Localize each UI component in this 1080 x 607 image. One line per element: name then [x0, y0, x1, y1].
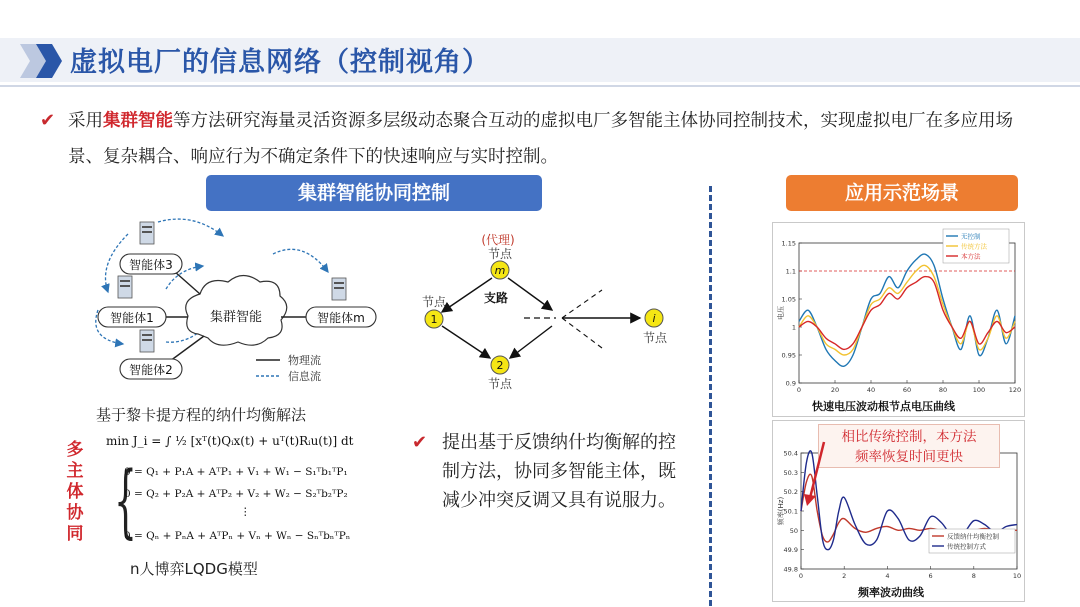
y-axis-label: 频率(Hz): [777, 496, 785, 526]
section-tag-demo-scenarios: 应用示范场景: [786, 175, 1018, 211]
plot-area: [799, 243, 1015, 383]
agent-2: [120, 359, 182, 379]
x-tick-label: 10: [1012, 572, 1022, 580]
brace-symbol: {: [114, 454, 137, 547]
server-icon: [332, 278, 346, 300]
agent-m: [306, 307, 376, 327]
node-i-label: 节点: [642, 331, 668, 345]
intro-text: [40, 103, 1030, 175]
svg-text:i: i: [652, 312, 656, 325]
riccati-caption: 基于黎卡提方程的纳什均衡解法: [96, 406, 307, 424]
y-tick-label: 1.1: [785, 267, 796, 276]
riccati-ellipsis: ⋮: [240, 506, 251, 518]
callout-line-1: 相比传统控制，本方法: [841, 429, 977, 445]
title-divider: [0, 85, 1080, 87]
y-tick-label: 1.05: [781, 295, 796, 304]
y-tick-label: 50.4: [783, 449, 798, 458]
server-icon: [140, 330, 154, 352]
svg-text:智能体m: 智能体m: [317, 311, 365, 325]
legend-label: 传统方法: [961, 242, 987, 251]
svg-text:信息流: 信息流: [288, 370, 321, 383]
x-tick-label: 80: [938, 386, 948, 394]
y-tick-label: 0.9: [785, 379, 796, 388]
server-icon: [140, 222, 154, 244]
svg-text:智能体1: 智能体1: [110, 311, 154, 325]
svg-text:1: 1: [430, 313, 438, 326]
branch-label: 支路: [484, 291, 509, 305]
voltage-chart-frame: [772, 222, 1025, 417]
x-tick-label: 20: [830, 386, 840, 394]
intro-bullet: [40, 103, 1030, 175]
y-tick-label: 49.9: [783, 546, 798, 555]
cloud-label: 集群智能: [209, 310, 263, 325]
riccati-eq-n: 0 = Qₙ + PₙA + AᵀPₙ + Vₙ + Wₙ − SₙᵀbₙᵀPₙ: [124, 530, 351, 542]
swarm-network-diagram: [88, 214, 388, 394]
legend-label: 传统控制方式: [947, 542, 986, 551]
vertical-char: 多: [66, 440, 84, 460]
y-tick-label: 50.3: [783, 468, 798, 477]
svg-text:智能体2: 智能体2: [129, 363, 173, 377]
x-tick-label: 40: [866, 386, 876, 394]
swarm-cloud: [186, 276, 287, 346]
voltage-chart: [773, 223, 1026, 418]
node-m-label: 节点: [487, 247, 513, 261]
x-tick-label: 0: [798, 572, 804, 580]
y-tick-label: 0.95: [781, 351, 796, 360]
y-axis-label: 电压: [777, 306, 785, 320]
legend-label: 反馈纳什均衡控制: [947, 532, 999, 541]
callout-line-2: 频率恢复时间更快: [855, 449, 963, 465]
page-title: 虚拟电厂的信息网络（控制视角）: [70, 47, 490, 78]
check-icon: ✔: [412, 432, 428, 453]
svg-text:智能体3: 智能体3: [129, 258, 173, 272]
x-tick-label: 4: [885, 572, 890, 580]
node-1: [425, 310, 443, 328]
x-tick-label: 8: [971, 572, 976, 580]
check-icon: ✔: [40, 110, 56, 131]
riccati-eq-2: 0 = Q₂ + P₂A + AᵀP₂ + V₂ + W₂ − S₂ᵀb₂ᵀP₂: [124, 488, 348, 500]
intro-post: 等方法研究海量灵活资源多层级动态聚合互动的虚拟电厂多智能主体协同控制技术，实现虚拟电厂在多应用场景、复杂耦合、响应行为不确定条件下的快速响应与实时控制。: [68, 111, 1013, 167]
y-tick-label: 50.2: [783, 488, 798, 497]
x-tick-label: 60: [902, 386, 912, 394]
conclusion-text: 提出基于反馈纳什均衡解的控制方法，协同多智能主体，既减少冲突反调又具有说服力。: [442, 432, 676, 511]
lqdg-formula: [100, 430, 390, 555]
node-2: [491, 356, 509, 374]
y-tick-label: 49.8: [783, 565, 798, 574]
x-tick-label: 0: [796, 386, 802, 394]
svg-text:m: m: [494, 264, 506, 277]
x-tick-label: 2: [842, 572, 847, 580]
svg-text:2: 2: [496, 359, 504, 372]
node-1-label: 节点: [421, 295, 447, 309]
vertical-label: [64, 440, 86, 545]
objective-function: min J_i = ∫ ½ [xᵀ(t)Qᵢx(t) + uᵀ(t)Rᵢu(t)] dt: [106, 434, 354, 448]
node-2-label: 节点: [487, 377, 513, 390]
x-tick-label: 6: [928, 572, 933, 580]
node-m: [491, 261, 509, 279]
agent-1: [98, 307, 166, 327]
intro-pre: 采用: [68, 111, 103, 131]
vertical-char: 同: [66, 524, 84, 544]
vertical-char: 协: [66, 503, 84, 523]
lqdg-caption: n人博弈LQDG模型: [130, 560, 258, 578]
x-tick-label: 100: [972, 386, 986, 394]
diagram-legend: [256, 353, 321, 383]
vertical-char: 主: [66, 461, 84, 481]
voltage-chart-caption: 快速电压波动根节点电压曲线: [812, 400, 955, 413]
intro-highlight: 集群智能: [103, 111, 173, 131]
agent-3: [120, 254, 182, 274]
x-tick-label: 120: [1008, 386, 1022, 394]
section-tag-swarm-control: 集群智能协同控制: [206, 175, 542, 211]
callout-box: [818, 424, 1000, 468]
callout-arrow: [802, 440, 832, 506]
section-divider: [709, 186, 712, 606]
conclusion-bullet: [412, 428, 682, 515]
legend-label: 无控制: [961, 232, 981, 241]
riccati-eq-1: 0 = Q₁ + P₁A + AᵀP₁ + V₁ + W₁ − S₁ᵀb₁ᵀP₁: [124, 466, 348, 478]
legend-label: 本方法: [961, 252, 981, 261]
vertical-char: 体: [66, 482, 84, 502]
node-i: [645, 309, 663, 327]
proxy-label: (代理): [481, 233, 515, 247]
node-branch-graph: [412, 230, 672, 390]
y-tick-label: 50: [789, 526, 798, 535]
svg-text:物理流: 物理流: [288, 354, 321, 367]
y-tick-label: 1.15: [781, 239, 796, 248]
server-icon: [118, 276, 132, 298]
frequency-chart-caption: 频率波动曲线: [858, 586, 924, 599]
y-tick-label: 50.1: [783, 507, 798, 516]
y-tick-label: 1: [791, 323, 796, 332]
